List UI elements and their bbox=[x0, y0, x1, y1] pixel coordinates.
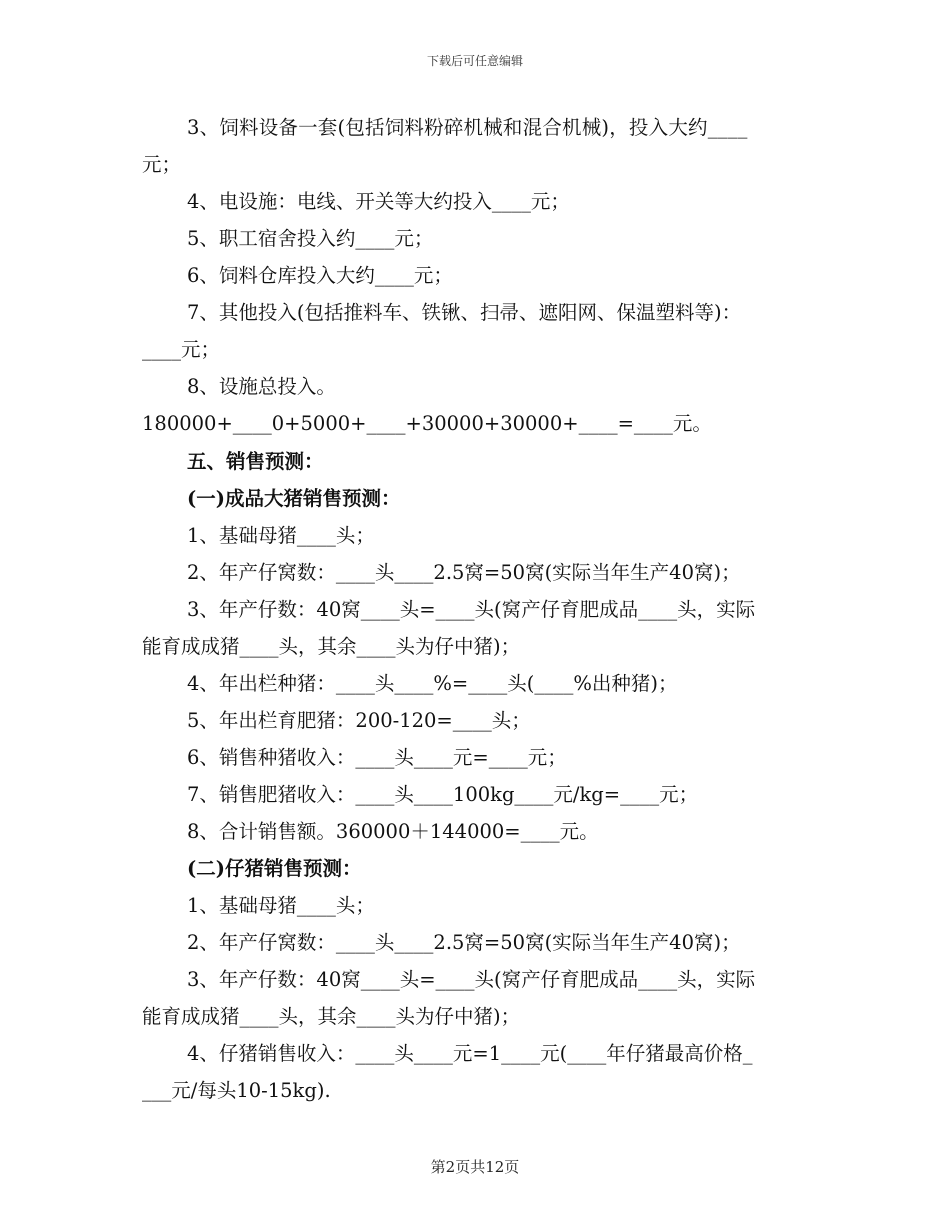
text-line-4: 5、职工宿舍投入约____元； bbox=[187, 227, 434, 250]
text-line-12: 1、基础母猪____头； bbox=[187, 524, 375, 547]
text-line-16: 4、年出栏种猪：____头____%=____头(____%出种猪)； bbox=[187, 672, 678, 695]
subsection-heading-1: (一)成品大猪销售预测： bbox=[187, 487, 401, 510]
text-line-19: 7、销售肥猪收入：____头____100kg____元/kg=____元； bbox=[187, 783, 699, 806]
text-line-3: 4、电设施：电线、开关等大约投入____元； bbox=[187, 190, 570, 213]
text-line-22: 1、基础母猪____头； bbox=[187, 894, 375, 917]
page-header: 下载后可任意编辑 bbox=[426, 54, 523, 68]
text-line-1: 3、饲料设备一套(包括饲料粉碎机械和混合机械)，投入大约____ bbox=[187, 116, 748, 139]
text-line-8: 8、设施总投入。 bbox=[187, 375, 336, 398]
text-line-7: ____元； bbox=[142, 338, 221, 361]
text-line-26: 4、仔猪销售收入：____头____元=1____元(____年仔猪最高价格_ bbox=[187, 1042, 753, 1065]
subsection-heading-2: (二)仔猪销售预测： bbox=[187, 857, 362, 880]
section-heading-5: 五、销售预测： bbox=[187, 450, 324, 473]
page-footer: 第2页共12页 bbox=[430, 1158, 520, 1176]
text-line-17: 5、年出栏育肥猪：200-120=____头； bbox=[187, 709, 531, 732]
text-line-20: 8、合计销售额。360000＋144000=____元。 bbox=[187, 820, 599, 843]
text-line-24: 3、年产仔数：40窝____头=____头(窝产仔育肥成品____头，实际 bbox=[187, 968, 756, 991]
text-line-15: 能育成成猪____头，其余____头为仔中猪)； bbox=[142, 635, 521, 658]
text-line-18: 6、销售种猪收入：____头____元=____元； bbox=[187, 746, 567, 769]
text-line-6: 7、其他投入(包括推料车、铁锹、扫帚、遮阳网、保温塑料等)： bbox=[187, 301, 742, 324]
text-line-27: ___元/每头10-15kg). bbox=[142, 1079, 331, 1102]
text-line-25: 能育成成猪____头，其余____头为仔中猪)； bbox=[142, 1005, 521, 1028]
text-line-13: 2、年产仔窝数：____头____2.5窝=50窝(实际当年生产40窝)； bbox=[187, 561, 741, 584]
text-line-2: 元； bbox=[142, 153, 182, 176]
text-line-23: 2、年产仔窝数：____头____2.5窝=50窝(实际当年生产40窝)； bbox=[187, 931, 741, 954]
text-line-14: 3、年产仔数：40窝____头=____头(窝产仔育肥成品____头，实际 bbox=[187, 598, 756, 621]
text-line-5: 6、饲料仓库投入大约____元； bbox=[187, 264, 453, 287]
text-line-9: 180000+____0+5000+____+30000+30000+____=____元。 bbox=[142, 412, 712, 435]
